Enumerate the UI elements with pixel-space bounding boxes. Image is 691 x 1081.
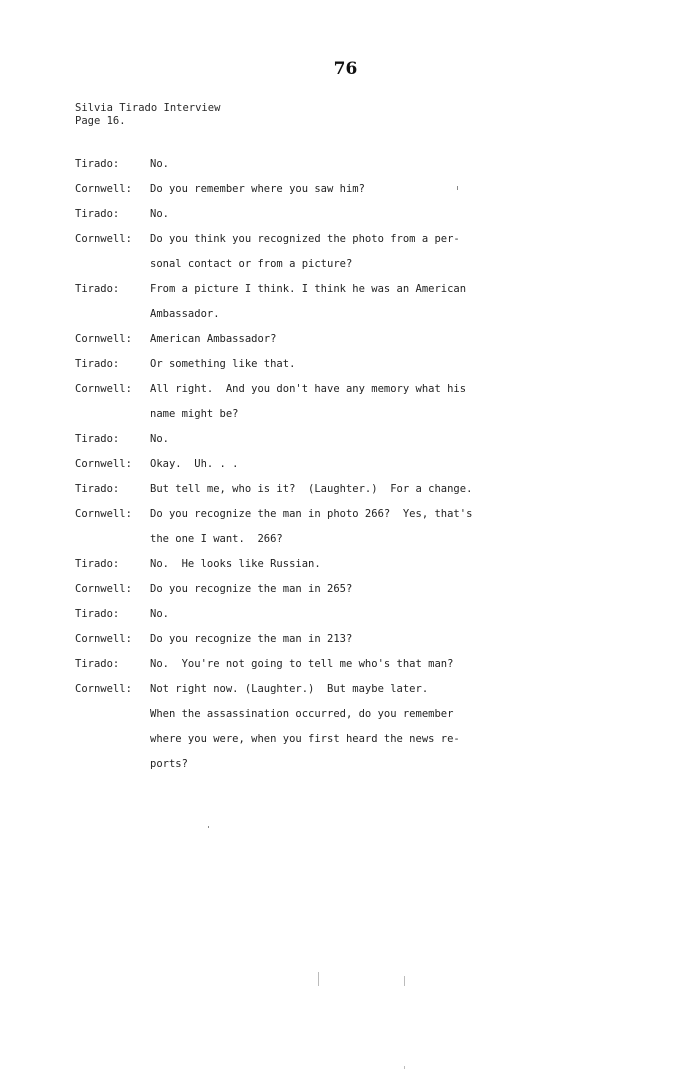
speech-line: No. You're not going to tell me who's that man? <box>150 658 454 670</box>
speech-line: Do you recognize the man in 265? <box>150 583 353 595</box>
transcript-entry <box>75 277 555 327</box>
interview-transcript <box>75 152 555 777</box>
speaker-label: Tirado: <box>75 433 120 445</box>
speech-text <box>150 452 555 477</box>
transcript-entry <box>75 652 555 677</box>
speech-text <box>150 677 555 777</box>
speech-line: the one I want. 266? <box>150 533 283 545</box>
speaker-label: Cornwell: <box>75 508 132 520</box>
transcript-entry <box>75 427 555 452</box>
speech-line: When the assassination occurred, do you remember <box>150 708 454 720</box>
scan-speck <box>318 972 319 986</box>
speech-line: But tell me, who is it? (Laughter.) For a change. <box>150 483 473 495</box>
speech-text <box>150 327 555 352</box>
transcript-entry <box>75 502 555 552</box>
speech-text <box>150 652 555 677</box>
speaker-label: Tirado: <box>75 283 120 295</box>
transcript-entry <box>75 677 555 777</box>
speaker-label: Tirado: <box>75 658 120 670</box>
speaker-label: Cornwell: <box>75 233 132 245</box>
speaker-label: Cornwell: <box>75 458 132 470</box>
speech-line: No. <box>150 608 169 620</box>
transcript-entry <box>75 602 555 627</box>
transcript-entry <box>75 627 555 652</box>
speaker-label: Cornwell: <box>75 683 132 695</box>
speech-line: Do you remember where you saw him? <box>150 183 365 195</box>
document-header <box>75 102 220 128</box>
speech-line: Do you think you recognized the photo from a per- <box>150 233 460 245</box>
speech-text <box>150 377 555 427</box>
speech-text <box>150 277 555 327</box>
document-title: Silvia Tirado Interview <box>75 102 221 114</box>
speaker-label: Cornwell: <box>75 383 132 395</box>
speech-line: Or something like that. <box>150 358 296 370</box>
transcript-entry <box>75 452 555 477</box>
speech-line: sonal contact or from a picture? <box>150 258 353 270</box>
speech-text <box>150 577 555 602</box>
speaker-label: Tirado: <box>75 208 120 220</box>
speaker-label: Tirado: <box>75 158 120 170</box>
speech-line: Ambassador. <box>150 308 220 320</box>
transcript-entry <box>75 377 555 427</box>
speech-line: Do you recognize the man in 213? <box>150 633 353 645</box>
speech-line: name might be? <box>150 408 239 420</box>
speaker-label: Cornwell: <box>75 333 132 345</box>
speech-line: No. <box>150 208 169 220</box>
speech-text <box>150 477 555 502</box>
speech-text <box>150 627 555 652</box>
transcript-entry <box>75 227 555 277</box>
speech-line: American Ambassador? <box>150 333 277 345</box>
speech-text <box>150 177 555 202</box>
document-page-label: Page 16. <box>75 115 126 127</box>
speaker-label: Cornwell: <box>75 583 132 595</box>
speech-line: Not right now. (Laughter.) But maybe later. <box>150 683 429 695</box>
speaker-label: Cornwell: <box>75 183 132 195</box>
speech-text <box>150 602 555 627</box>
speaker-label: Cornwell: <box>75 633 132 645</box>
transcript-entry <box>75 152 555 177</box>
transcript-entry <box>75 577 555 602</box>
speech-text <box>150 552 555 577</box>
page-number: 76 <box>333 59 358 79</box>
speech-line: No. He looks like Russian. <box>150 558 321 570</box>
speech-line: Do you recognize the man in photo 266? Yes, that's <box>150 508 473 520</box>
speech-text <box>150 352 555 377</box>
speaker-label: Tirado: <box>75 358 120 370</box>
speech-text <box>150 227 555 277</box>
speaker-label: Tirado: <box>75 558 120 570</box>
speaker-label: Tirado: <box>75 608 120 620</box>
speech-text <box>150 427 555 452</box>
transcript-entry <box>75 177 555 202</box>
scan-speck <box>457 186 458 190</box>
scan-speck <box>208 826 209 828</box>
speech-line: All right. And you don't have any memory what his <box>150 383 467 395</box>
speech-line: Okay. Uh. . . <box>150 458 239 470</box>
speech-text <box>150 152 555 177</box>
scan-speck <box>404 1066 405 1069</box>
speech-line: From a picture I think. I think he was an American <box>150 283 467 295</box>
speech-line: where you were, when you first heard the news re- <box>150 733 460 745</box>
transcript-entry <box>75 552 555 577</box>
speech-text <box>150 202 555 227</box>
transcript-entry <box>75 477 555 502</box>
scan-speck <box>404 976 405 986</box>
transcript-entry <box>75 352 555 377</box>
transcript-entry <box>75 202 555 227</box>
speech-line: ports? <box>150 758 188 770</box>
speech-text <box>150 502 555 552</box>
speech-line: No. <box>150 433 169 445</box>
transcript-entry <box>75 327 555 352</box>
speaker-label: Tirado: <box>75 483 120 495</box>
speech-line: No. <box>150 158 169 170</box>
